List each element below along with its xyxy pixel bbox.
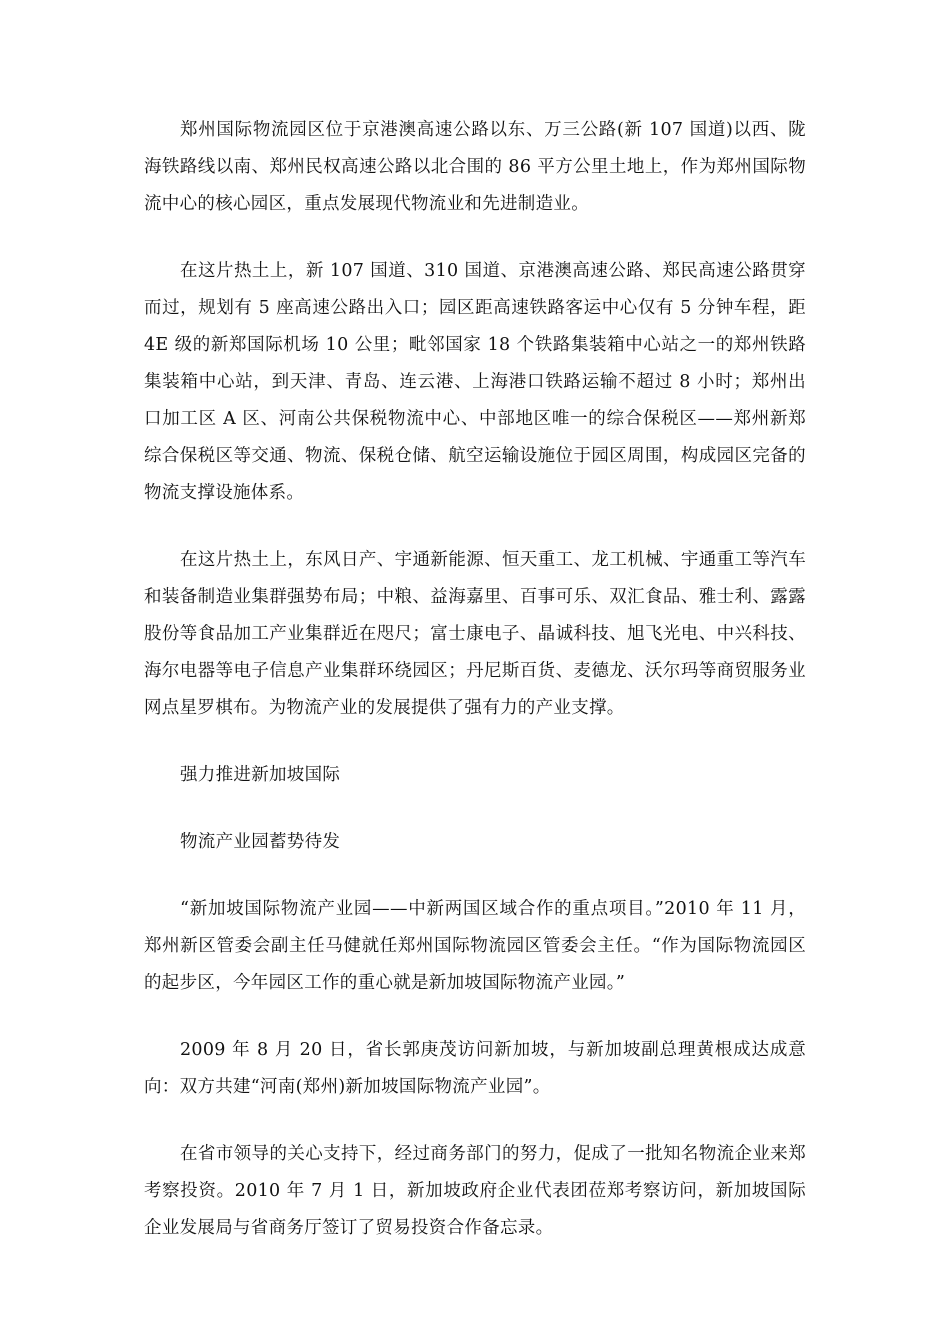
paragraph-park-location: 郑州国际物流园区位于京港澳高速公路以东、万三公路(新 107 国道)以西、陇海铁路线以南、郑州民权高速公路以北合围的 86 平方公里土地上，作为郑州国际物流中心的核心园区，重点发展现代物流业和先进制造业。 bbox=[144, 120, 806, 214]
paragraph-singapore-park-quote: “新加坡国际物流产业园——中新两国区域合作的重点项目。”2010 年 11 月，郑州新区管委会副主任马健就任郑州国际物流园区管委会主任。“作为国际物流园区的起步区，今年园区工作的重心就是新加坡国际物流产业园。” bbox=[144, 899, 806, 993]
paragraph-2009-visit: 2009 年 8 月 20 日，省长郭庚茂访问新加坡，与新加坡副总理黄根成达成意向：双方共建“河南(郑州)新加坡国际物流产业园”。 bbox=[144, 1040, 806, 1097]
paragraph-transport: 在这片热土上，新 107 国道、310 国道、京港澳高速公路、郑民高速公路贯穿而过，规划有 5 座高速公路出入口；园区距高速铁路客运中心仅有 5 分钟车程，距 4E 级的新郑国际机场 10 公里；毗邻国家 18 个铁路集装箱中心站之一的郑州铁路集装箱中心站，到天津、青岛、连云港、上海港口铁路运输不超过 8 小时；郑州出口加工区 A 区、河南公共保税物流中心、中部地区唯一的综合保税区——郑州新郑综合保税区等交通、物流、保税仓储、航空运输设施位于园区周围，构成园区完备的物流支撑设施体系。 bbox=[144, 261, 806, 503]
paragraph-2010-delegation: 在省市领导的关心支持下，经过商务部门的努力，促成了一批知名物流企业来郑考察投资。2010 年 7 月 1 日，新加坡政府企业代表团莅郑考察访问，新加坡国际企业发展局与省商务厅签订了贸易投资合作备忘录。 bbox=[144, 1144, 806, 1238]
document-body bbox=[144, 112, 806, 1277]
section-heading-line-2: 物流产业园蓄势待发 bbox=[180, 832, 341, 852]
section-heading-line-1: 强力推进新加坡国际 bbox=[180, 765, 341, 785]
paragraph-industry: 在这片热土上，东风日产、宇通新能源、恒天重工、龙工机械、宇通重工等汽车和装备制造业集群强势布局；中粮、益海嘉里、百事可乐、双汇食品、雅士利、露露股份等食品加工产业集群近在咫尺；富士康电子、晶诚科技、旭飞光电、中兴科技、海尔电器等电子信息产业集群环绕园区；丹尼斯百货、麦德龙、沃尔玛等商贸服务业网点星罗棋布。为物流产业的发展提供了强有力的产业支撑。 bbox=[144, 550, 806, 718]
